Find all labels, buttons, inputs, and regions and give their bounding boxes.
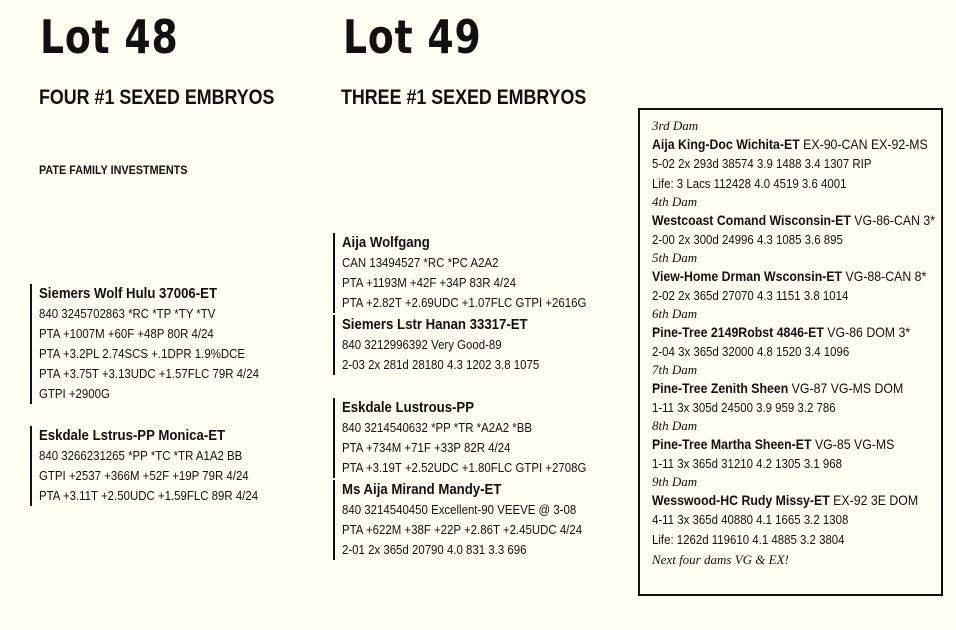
lot-48-dam-name: Eskdale Lstrus-PP Monica-ET [39,427,226,444]
dam-entry [652,418,941,474]
lot-49-mgs-block [333,315,566,375]
lot-49-sire2-line: 840 3214540632 *PP *TR *A2A2 *BB [342,420,532,435]
lot-49-dam-name: Ms Aija Mirand Mandy-ET [342,481,502,498]
dam-label: 7th Dam [652,362,698,377]
dam-name: Wesswood-HC Rudy Missy-ET [652,492,830,508]
dam-classification: VG-87 VG-MS DOM [788,380,904,396]
dam-label: 8th Dam [652,418,698,433]
dam-entry [652,362,941,418]
lot-49-dam-line: 840 3214540450 Excellent-90 VEEVE @ 3-08 [342,502,577,517]
dam-record: 5-02 2x 293d 38574 3.9 1488 3.4 1307 RIP [652,156,872,171]
lot-49-dam-line: 2-01 2x 365d 20790 4.0 831 3.3 696 [342,542,527,557]
lot-49-mgs-line: 2-03 2x 281d 28180 4.3 1202 3.8 1075 [342,357,540,372]
dam-name: View-Home Drman Wsconsin-ET [652,268,843,284]
lot-49-dam-block [333,480,615,560]
dam-entry [652,306,941,362]
pedigree-box [638,108,943,596]
dam-entry [652,474,941,550]
dam-classification: VG-85 VG-MS [811,436,895,452]
dam-name-line [652,434,906,454]
dam-record: 4-11 3x 365d 40880 4.1 1665 3.2 1308 [652,512,849,527]
dam-record: 2-00 2x 300d 24996 4.3 1085 3.6 895 [652,232,843,247]
lot-48-subtitle: FOUR #1 SEXED EMBRYOS [39,86,275,109]
dam-classification: VG-86-CAN 3* [850,212,936,228]
lot-49-sire2-name: Eskdale Lustrous-PP [342,399,475,416]
lot-48-sire-line: PTA +3.75T +3.13UDC +1.57FLC 79R 4/24 [39,366,259,381]
lot-48-sire-line: PTA +3.2PL 2.74SCS +.1DPR 1.9%DCE [39,346,246,361]
dam-classification: VG-88-CAN 8* [842,268,927,284]
lot-48-dam-line: PTA +3.11T +2.50UDC +1.59FLC 89R 4/24 [39,488,259,503]
lot-49-sire2-line: PTA +3.19T +2.52UDC +1.80FLC GTPI +2708G [342,460,587,475]
pedigree-footer-note: Next four dams VG & EX! [652,552,789,567]
dam-label: 3rd Dam [652,118,699,133]
lot-48-sire-name: Siemers Wolf Hulu 37006-ET [39,285,218,302]
dam-label: 6th Dam [652,306,698,321]
dam-name: Pine-Tree Zenith Sheen [652,380,789,396]
dam-record: Life: 3 Lacs 112428 4.0 4519 3.6 4001 [652,176,847,191]
lot-49-title: Lot 49 [343,10,482,64]
lot-49-sire-line: PTA +1193M +42F +34P 83R 4/24 [342,275,516,290]
lot-48-title: Lot 48 [40,10,179,64]
lot-49-dam-line: PTA +622M +38F +22P +2.86T +2.45UDC 4/24 [342,522,583,537]
dam-name-line [652,134,928,154]
dam-record: 1-11 3x 305d 24500 3.9 959 3.2 786 [652,400,836,415]
lot-49-mgs-line: 840 3212996392 Very Good-89 [342,337,502,352]
dam-record: 1-11 3x 365d 31210 4.2 1305 3.1 968 [652,456,842,471]
dam-entry [652,118,941,194]
lot-48-sire-block [30,284,289,404]
lot-49-sire-block [333,233,620,313]
dam-name-line [652,266,927,286]
lot-49-sire-line: CAN 13494527 *RC *PC A2A2 [342,255,499,270]
dam-name: Pine-Tree 2149Robst 4846-ET [652,324,824,340]
lot-49-sire-name: Aija Wolfgang [342,234,430,251]
dam-classification: EX-92 3E DOM [829,492,919,508]
lot-49-sire2-block [333,398,620,478]
dam-name: Aija King-Doc Wichita-ET [652,136,800,152]
dam-classification: VG-86 DOM 3* [823,324,911,340]
dam-label: 5th Dam [652,250,698,265]
lot-48-sire-line: PTA +1007M +60F +48P 80R 4/24 [39,326,214,341]
dam-name-line [652,490,919,510]
dam-name-line [652,322,911,342]
dam-name-line [652,378,906,398]
dam-name-line [652,210,936,230]
dam-name: Westcoast Comand Wisconsin-ET [652,212,851,228]
dam-label: 4th Dam [652,194,698,209]
dam-record: Life: 1262d 119610 4.1 4885 3.2 3804 [652,532,845,547]
lot-49-mgs-name: Siemers Lstr Hanan 33317-ET [342,316,528,333]
lot-48-dam-line: GTPI +2537 +366M +52F +19P 79R 4/24 [39,468,249,483]
lot-48-dam-line: 840 3266231265 *PP *TC *TR A1A2 BB [39,448,243,463]
dam-label: 9th Dam [652,474,698,489]
lot-49-sire2-line: PTA +734M +71F +33P 82R 4/24 [342,440,511,455]
lot-49-sire-line: PTA +2.82T +2.69UDC +1.07FLC GTPI +2616G [342,295,587,310]
lot-48-dam-block [30,426,288,506]
lot-49-subtitle: THREE #1 SEXED EMBRYOS [341,86,587,109]
dam-name: Pine-Tree Martha Sheen-ET [652,436,812,452]
lot-48-sire-line: 840 3245702863 *RC *TP *TY *TV [39,306,216,321]
dam-record: 2-04 3x 365d 32000 4.8 1520 3.4 1096 [652,344,850,359]
dam-entry [652,194,941,250]
dam-record: 2-02 2x 365d 27070 4.3 1151 3.8 1014 [652,288,849,303]
dam-entry [652,250,941,306]
dam-classification: EX-90-CAN EX-92-MS [799,136,928,152]
lot-48-sire-line: GTPI +2900G [39,386,110,401]
lot-48-consignor: PATE FAMILY INVESTMENTS [39,163,188,177]
